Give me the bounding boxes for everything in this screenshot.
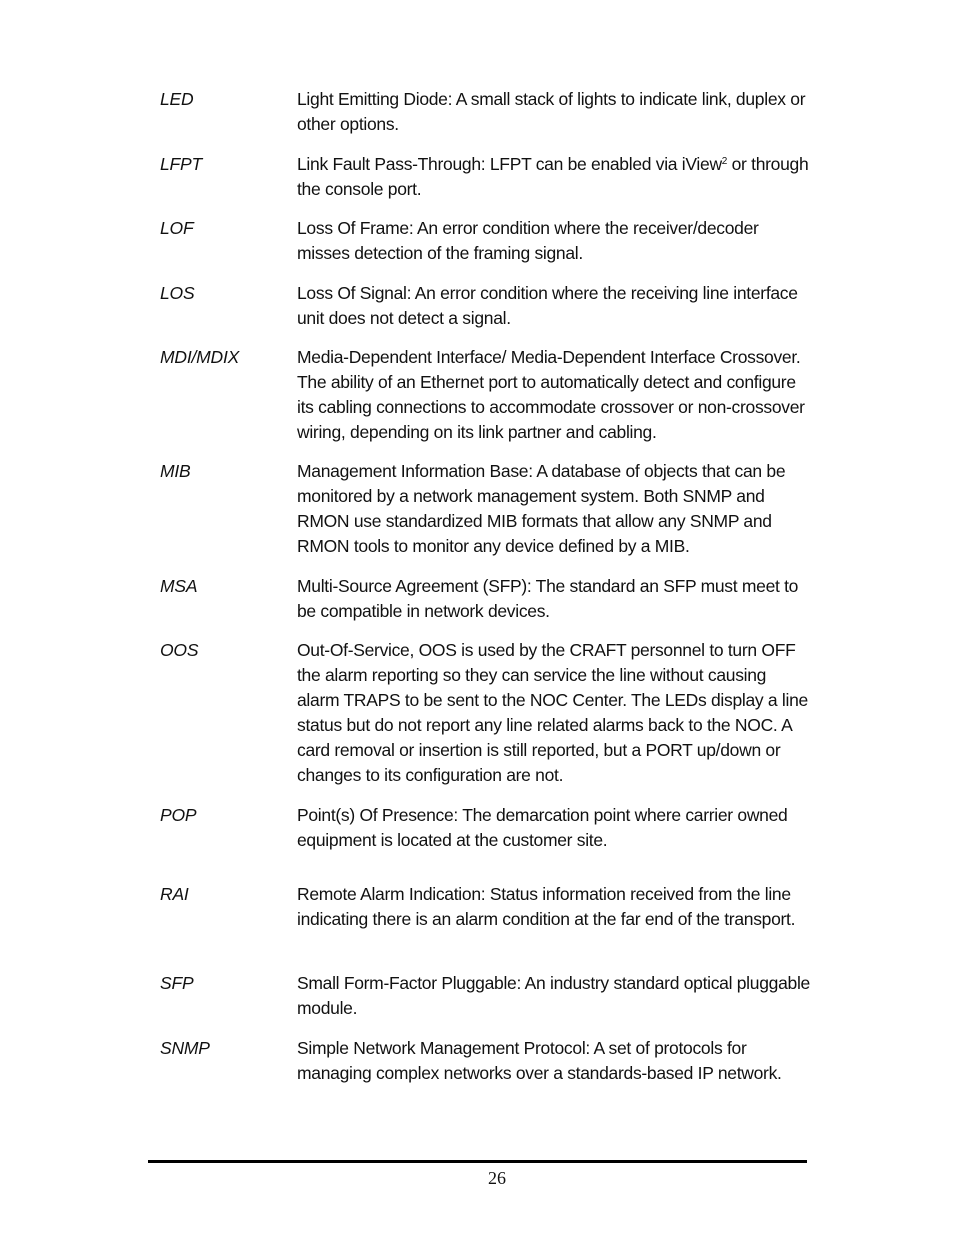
- glossary-definition: Media-Dependent Interface/ Media-Dependent Interface Crossover. The ability of an Ethernet port to automatically detect and configure its cabling connections to accommodate crossover or non-crossover wiring, depending on its link partner and cabling.: [297, 347, 805, 442]
- definition-text: Link Fault Pass-Through: LFPT can be enabled via iView: [297, 154, 722, 174]
- glossary-term: LED: [160, 89, 194, 109]
- footer-rule: [148, 1160, 807, 1163]
- glossary-term: SNMP: [160, 1038, 210, 1058]
- glossary-term: SFP: [160, 973, 194, 993]
- glossary-term: OOS: [160, 640, 199, 660]
- glossary-term: MSA: [160, 576, 198, 596]
- glossary-definition: Simple Network Management Protocol: A set of protocols for managing complex networks over a standards-based IP network.: [297, 1038, 782, 1083]
- glossary-term: RAI: [160, 884, 189, 904]
- glossary-term: LOS: [160, 283, 195, 303]
- page-number: 26: [488, 1168, 506, 1188]
- glossary-definition: Management Information Base: A database of objects that can be monitored by a network management system. Both SNMP and RMON use standardized MIB formats that allow any SNMP and RMON tools to monitor any device defined by a MIB.: [297, 461, 786, 556]
- glossary-term: MIB: [160, 461, 191, 481]
- glossary-definition: [297, 152, 812, 202]
- glossary-definition: Out-Of-Service, OOS is used by the CRAFT personnel to turn OFF the alarm reporting so they can service the line without causing alarm TRAPS to be sent to the NOC Center. The LEDs display a line status but do not report any line related alarms back to the NOC. A card removal or insertion is still reported, but a PORT up/down or changes to its configuration are not.: [297, 640, 808, 785]
- glossary-definition: Multi-Source Agreement (SFP): The standard an SFP must meet to be compatible in network devices.: [297, 576, 799, 621]
- glossary-term: LOF: [160, 218, 194, 238]
- glossary-term: MDI/MDIX: [160, 347, 240, 367]
- glossary-definition: Loss Of Signal: An error condition where the receiving line interface unit does not detect a signal.: [297, 283, 798, 328]
- glossary-definition: Small Form-Factor Pluggable: An industry standard optical pluggable module.: [297, 973, 810, 1018]
- glossary-term: POP: [160, 805, 197, 825]
- glossary-term: LFPT: [160, 154, 202, 174]
- glossary-definition: Loss Of Frame: An error condition where the receiver/decoder misses detection of the framing signal.: [297, 218, 759, 263]
- superscript: 2: [721, 156, 728, 167]
- glossary-definition: Remote Alarm Indication: Status information received from the line indicating there is an alarm condition at the far end of the transport.: [297, 884, 796, 929]
- glossary-definition: Light Emitting Diode: A small stack of lights to indicate link, duplex or other options.: [297, 89, 806, 134]
- glossary-definition: Point(s) Of Presence: The demarcation point where carrier owned equipment is located at the customer site.: [297, 805, 788, 850]
- definition-text: or through the console port.: [297, 154, 809, 199]
